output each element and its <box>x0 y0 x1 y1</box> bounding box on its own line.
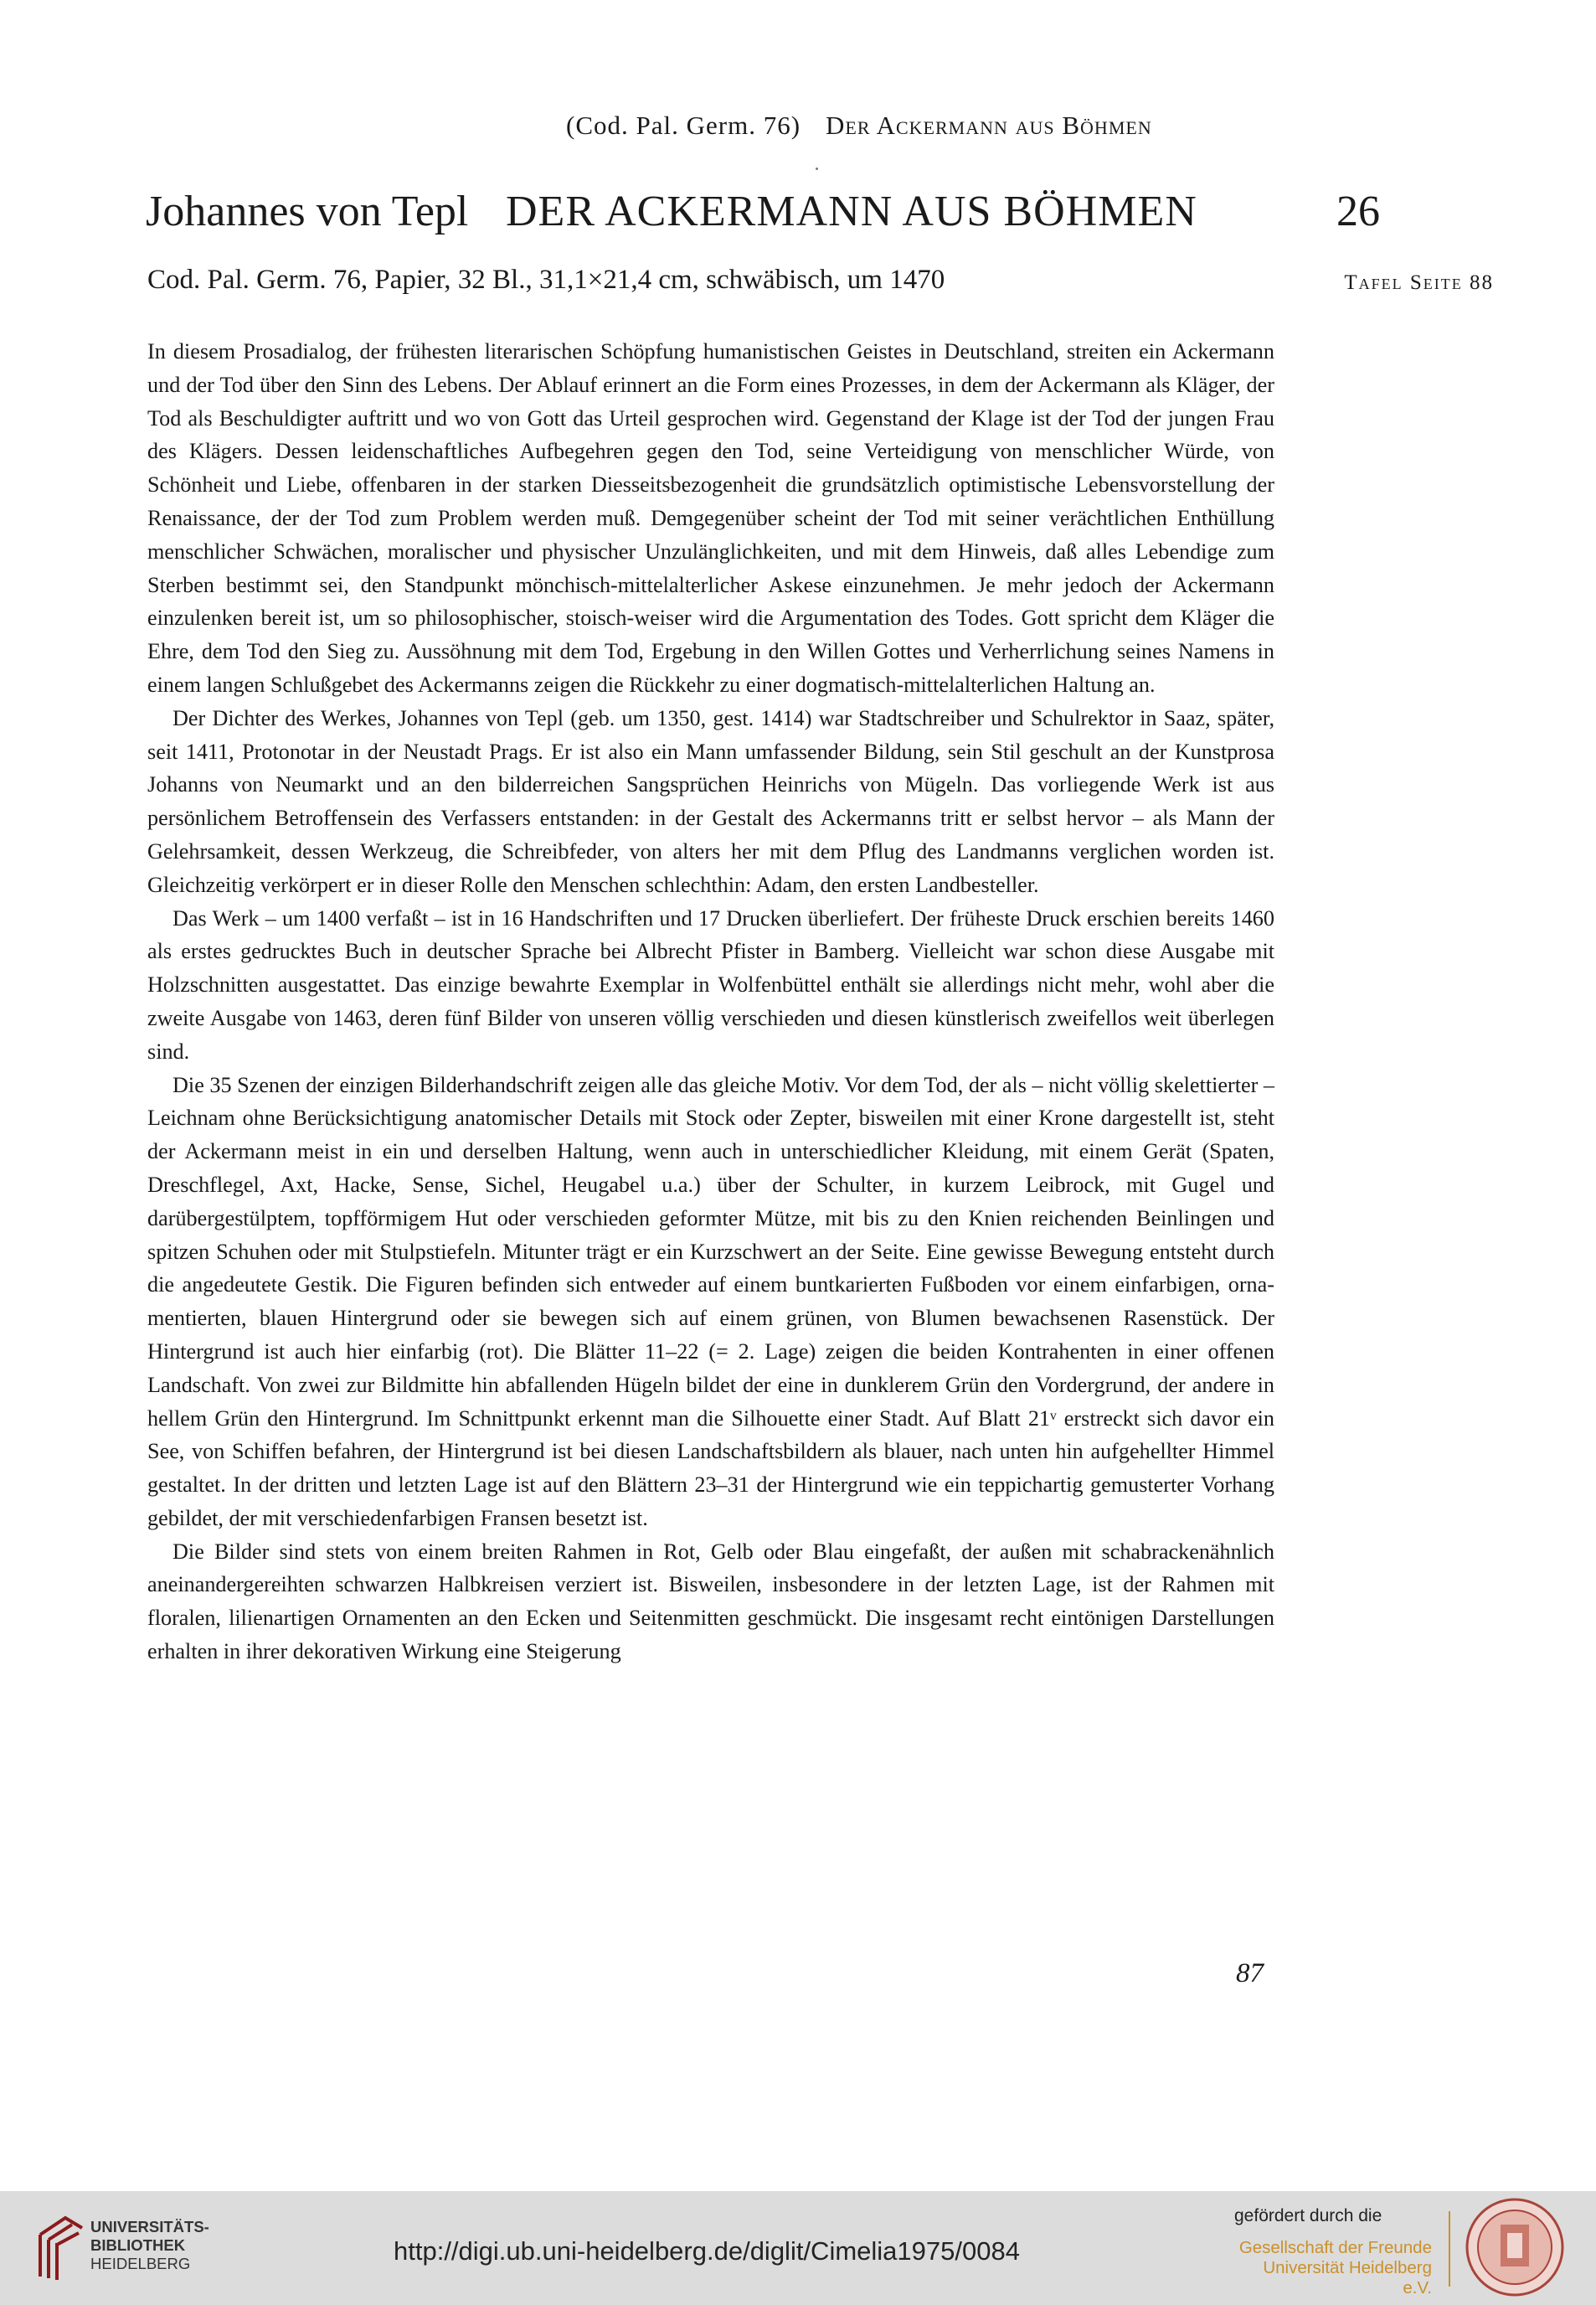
paragraph-1: In diesem Prosadialog, der frühesten literarischen Schöpfung humanistischen Geistes in Deutschland, streiten ein Ackermann und der Tod über den Sinn des Lebens. Der Ablauf erinnert an die Form eines Prozesses, in dem der Ackermann als Kläger, der Tod als Beschuldigter auftritt und wo von Gott das Urteil gesprochen wird. Gegenstand der Klage ist der Tod der jungen Frau des Klägers. Dessen leidenschaftliches Aufbegehren gegen den Tod, seine Verteidigung von menschlicher Würde, von Schönheit und Liebe, offenbaren in der starken Diesseitsbezogenheit die grundsätzlich optimistische Lebensvorstellung der Renaissance, der der Tod zum Problem werden muß. Demgegenüber scheint der Tod mit seiner verächtlichen Enthüllung menschlicher Schwächen, moralischer und physischer Unzulänglichkeiten, und mit dem Hinweis, daß alles Lebendige zum Sterben bestimmt sei, den Standpunkt mönchisch-mittelalterlicher Askese einzunehmen. Je mehr jedoch der Ackermann einzulenken bereit ist, um so philosophischer, stoisch-weiser wird die Argumentation des Todes. Gott spricht dem Kläger die Ehre, dem Tod den Sieg zu. Aussöhnung mit dem Tod, Ergebung in den Willen Gottes und Verherrlichung seines Namens in einem langen Schlußgebet des Ackermanns zeigen die Rückkehr zu einer dogmatisch-mittelalterlichen Haltung an. <box>147 339 1274 697</box>
paragraph-2: Der Dichter des Werkes, Johannes von Tepl (geb. um 1350, gest. 1414) war Stadtschreiber und Schulrektor in Saaz, später, seit 1411, Protonotar in der Neustadt Prags. Er ist also ein Mann umfassender Bildung, sein Stil geschult an der Kunstprosa Johanns von Neumarkt und an den bilderreichen Sangsprüchen Heinrichs von Mügeln. Das vorliegende Werk ist aus persönlichem Betroffensein des Verfassers entstanden: in der Gestalt des Ackermanns tritt er selbst hervor – als Mann der Gelehrsamkeit, dessen Werkzeug, die Schreibfeder, von alters her mit dem Pflug des Landmanns verglichen worden ist. Gleichzeitig verkörpert er in dieser Rolle den Menschen schlechthin: Adam, den ersten Landbesteller. <box>147 705 1274 897</box>
footer-band <box>0 2191 1596 2305</box>
paragraph-5: Die Bilder sind stets von einem breiten Rahmen in Rot, Gelb oder Blau eingefaßt, der außen mit schabrackenähnlich aneinandergereihten schwarzen Halbkreisen verziert ist. Bisweilen, insbesondere in der letzten Lage, ist der Rahmen mit floralen, lilienartigen Ornamenten an den Ecken und Seitenmitten geschmückt. Die insgesamt recht eintönigen Darstellungen erhalten in ihrer dekorativen Wirkung eine Steigerung <box>147 1539 1274 1664</box>
entry-title <box>146 186 1380 238</box>
entry-work-title: DER ACKERMANN AUS BÖHMEN <box>506 188 1197 235</box>
entry-number: 26 <box>1336 188 1380 235</box>
paragraph-4: Die 35 Szenen der einzigen Bilderhandschrift zeigen alle das gleiche Motiv. Vor dem Tod, der als – nicht völlig skelettierter – Leichnam ohne Berücksichtigung anatomischer Details mit Stock oder Zepter, bisweilen mit einer Krone dargestellt ist, steht der Ackermann meist in ein und derselben Haltung, wenn auch in unterschiedlicher Kleidung, mit einem Gerät (Spaten, Dreschflegel, Axt, Hacke, Sense, Sichel, Heugabel u.a.) über der Schulter, in kurzem Leibrock, mit Gugel und darübergestülptem, topfförmigem Hut oder verschieden geformter Mütze, mit bis zu den Knien reichenden Beinlingen und spitzen Schuhen oder mit Stulpstiefeln. Mitunter trägt er ein Kurzschwert an der Seite. Eine gewisse Bewegung entsteht durch die angedeutete Gestik. Die Figuren befinden sich entweder auf einem buntkarierten Fußboden vor einem einfarbigen, ornamentierten, blauen Hintergrund oder sie bewegen sich auf einem grünen, von Blumen bewachsenen Rasenstück. Der Hintergrund ist auch hier einfarbig (rot). Die Blätter 11–22 (= 2. Lage) zeigen die beiden Kontrahenten in einer offenen Landschaft. Von zwei zur Bildmitte hin abfallenden Hügeln bildet der eine in dunklerem Grün den Vordergrund, der andere in hellem Grün den Hintergrund. Im Schnittpunkt erkennt man die Silhouette einer Stadt. Auf Blatt 21ᵛ erstreckt sich davor ein See, von Schiffen befahren, der Hintergrund ist bei diesen Landschaftsbildern als blauer, nach unten hin aufgehellter Himmel gestaltet. In der dritten und letzten Lage ist auf den Blättern 23–31 der Hintergrund wie ein teppichartig gemusterter Vorhang gebildet, der mit verschiedenfarbigen Fransen besetzt ist. <box>147 1072 1274 1530</box>
plate-reference: Tafel Seite 88 <box>1344 271 1494 294</box>
decorative-dot <box>816 168 818 170</box>
entry-author: Johannes von Tepl <box>146 188 469 235</box>
university-seal-icon <box>1464 2196 1566 2298</box>
sponsor-name-line2: Universität Heidelberg e.V. <box>1263 2258 1432 2297</box>
paragraph-3: Das Werk – um 1400 verfaßt – ist in 16 Handschriften und 17 Drucken überliefert. Der früheste Druck erschien bereits 1460 als erstes gedrucktes Buch in deutscher Sprache bei Albrecht Pfister in Bamberg. Vielleicht war schon diese Ausgabe mit Holzschnitten ausgestattet. Das einzige bewahrte Exemplar in Wolfenbüttel enthält sie allerdings nicht mehr, wohl aber die zweite Ausgabe von 1463, deren fünf Bilder von unseren völlig verschieden und diesen künstlerisch zweifellos weit überlegen sind. <box>147 905 1274 1064</box>
manuscript-description <box>147 265 1494 296</box>
running-head-title: Der Ackermann aus Böhmen <box>826 111 1152 140</box>
library-name-line2: BIBLIOTHEK <box>90 2236 186 2254</box>
page-number: 87 <box>1236 1958 1264 1988</box>
footer-divider <box>1449 2211 1450 2287</box>
library-name <box>90 2218 209 2273</box>
sponsor-name-line1: Gesellschaft der Freunde <box>1238 2238 1432 2257</box>
running-head <box>566 111 1286 141</box>
library-name-line3: HEIDELBERG <box>90 2255 191 2272</box>
sponsor-name <box>1234 2238 1432 2298</box>
library-logo-icon <box>32 2210 90 2285</box>
running-head-shelfmark: (Cod. Pal. Germ. 76) <box>566 111 801 140</box>
sponsor-label: gefördert durch die <box>1234 2206 1382 2225</box>
permalink-url[interactable]: http://digi.ub.uni-heidelberg.de/diglit/Cimelia1975/0084 <box>394 2236 1020 2266</box>
manuscript-details: Cod. Pal. Germ. 76, Papier, 32 Bl., 31,1×21,4 cm, schwäbisch, um 1470 <box>147 265 945 295</box>
library-name-line1: UNIVERSITÄTS- <box>90 2218 209 2235</box>
body-text <box>147 335 1274 1668</box>
